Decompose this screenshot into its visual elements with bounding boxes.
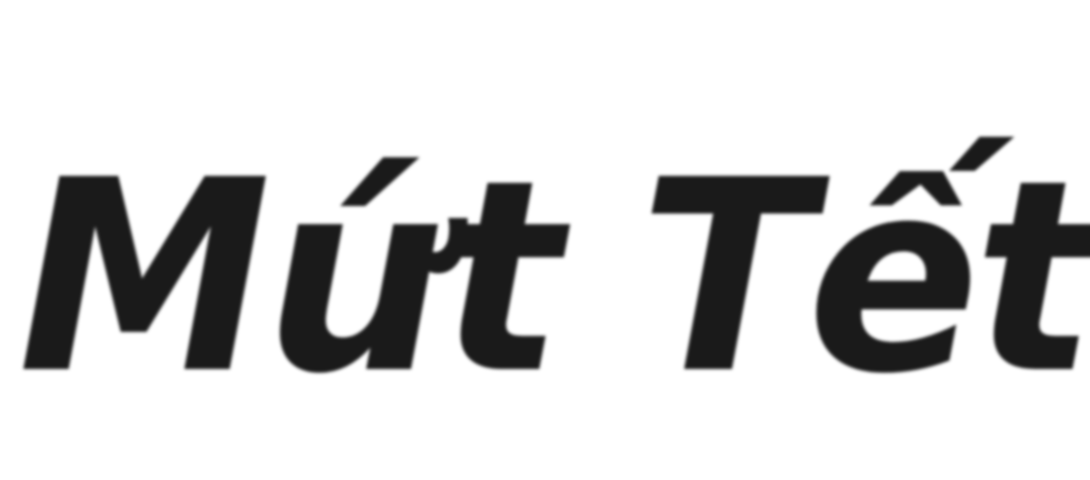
headline-text: Mứt Tết [18, 124, 1090, 432]
headline-area [18, 118, 1090, 448]
